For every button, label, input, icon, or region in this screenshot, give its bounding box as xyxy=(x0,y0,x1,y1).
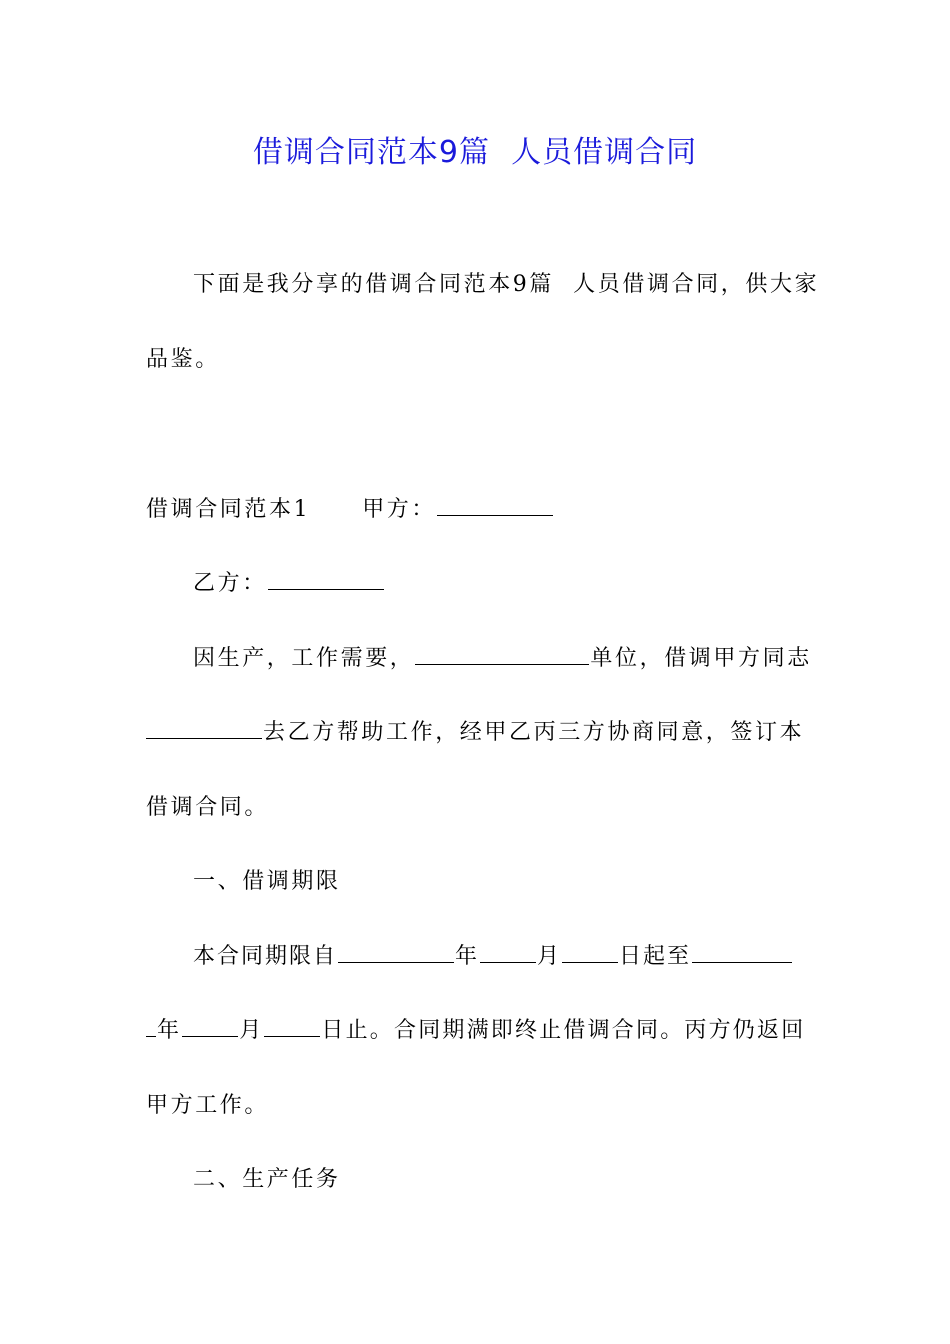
section-1-heading: 一、借调期限 xyxy=(193,869,341,894)
end-day-text: 日止。合同期满即终止借调合同。丙方仍返回 xyxy=(321,1018,806,1043)
paragraph-2-line-3: 甲方工作。 xyxy=(146,1093,270,1118)
comrade-blank xyxy=(146,715,262,739)
end-month-label: 月 xyxy=(239,1018,264,1043)
party-b-label: 乙方： xyxy=(193,571,267,596)
paragraph-1-text-c: 去乙方帮助工作，经甲乙丙三方协商同意，签订本 xyxy=(263,720,805,745)
section-2-heading: 二、生产任务 xyxy=(193,1167,341,1192)
paragraph-1-line-3: 借调合同。 xyxy=(146,795,270,820)
start-day-label: 日起至 xyxy=(619,944,692,969)
end-day-blank xyxy=(264,1013,320,1037)
paragraph-1-text-b: 单位，借调甲方同志 xyxy=(590,646,812,671)
term-from-label: 本合同期限自 xyxy=(193,944,338,969)
paragraph-1-text-a: 因生产，工作需要， xyxy=(193,646,415,671)
end-month-blank xyxy=(182,1013,238,1037)
sample-1-heading: 借调合同范本1 xyxy=(146,497,311,522)
party-b-line xyxy=(193,564,806,604)
start-year-label: 年 xyxy=(455,944,480,969)
start-year-blank xyxy=(338,939,454,963)
party-b-blank xyxy=(268,566,384,590)
document-title: 借调合同范本9篇 人员借调合同 xyxy=(252,135,698,170)
start-day-blank xyxy=(562,939,618,963)
intro-line-2: 品鉴。 xyxy=(146,347,220,372)
start-month-blank xyxy=(480,939,536,963)
end-year-label: 年 xyxy=(157,1018,182,1043)
paragraph-2-line-2 xyxy=(146,1011,806,1051)
paragraph-1-line-1 xyxy=(193,639,812,679)
end-year-blank-a xyxy=(692,939,792,963)
start-month-label: 月 xyxy=(537,944,562,969)
party-a-label: 甲方： xyxy=(362,497,437,522)
paragraph-1-line-2 xyxy=(146,713,806,753)
unit-blank xyxy=(415,641,589,665)
end-year-blank-b xyxy=(146,1013,156,1037)
sample-1-heading-line xyxy=(146,490,806,530)
paragraph-2-line-1 xyxy=(193,937,806,977)
party-a-blank xyxy=(437,492,553,516)
intro-line-1: 下面是我分享的借调合同范本9篇 人员借调合同，供大家 xyxy=(193,272,820,297)
